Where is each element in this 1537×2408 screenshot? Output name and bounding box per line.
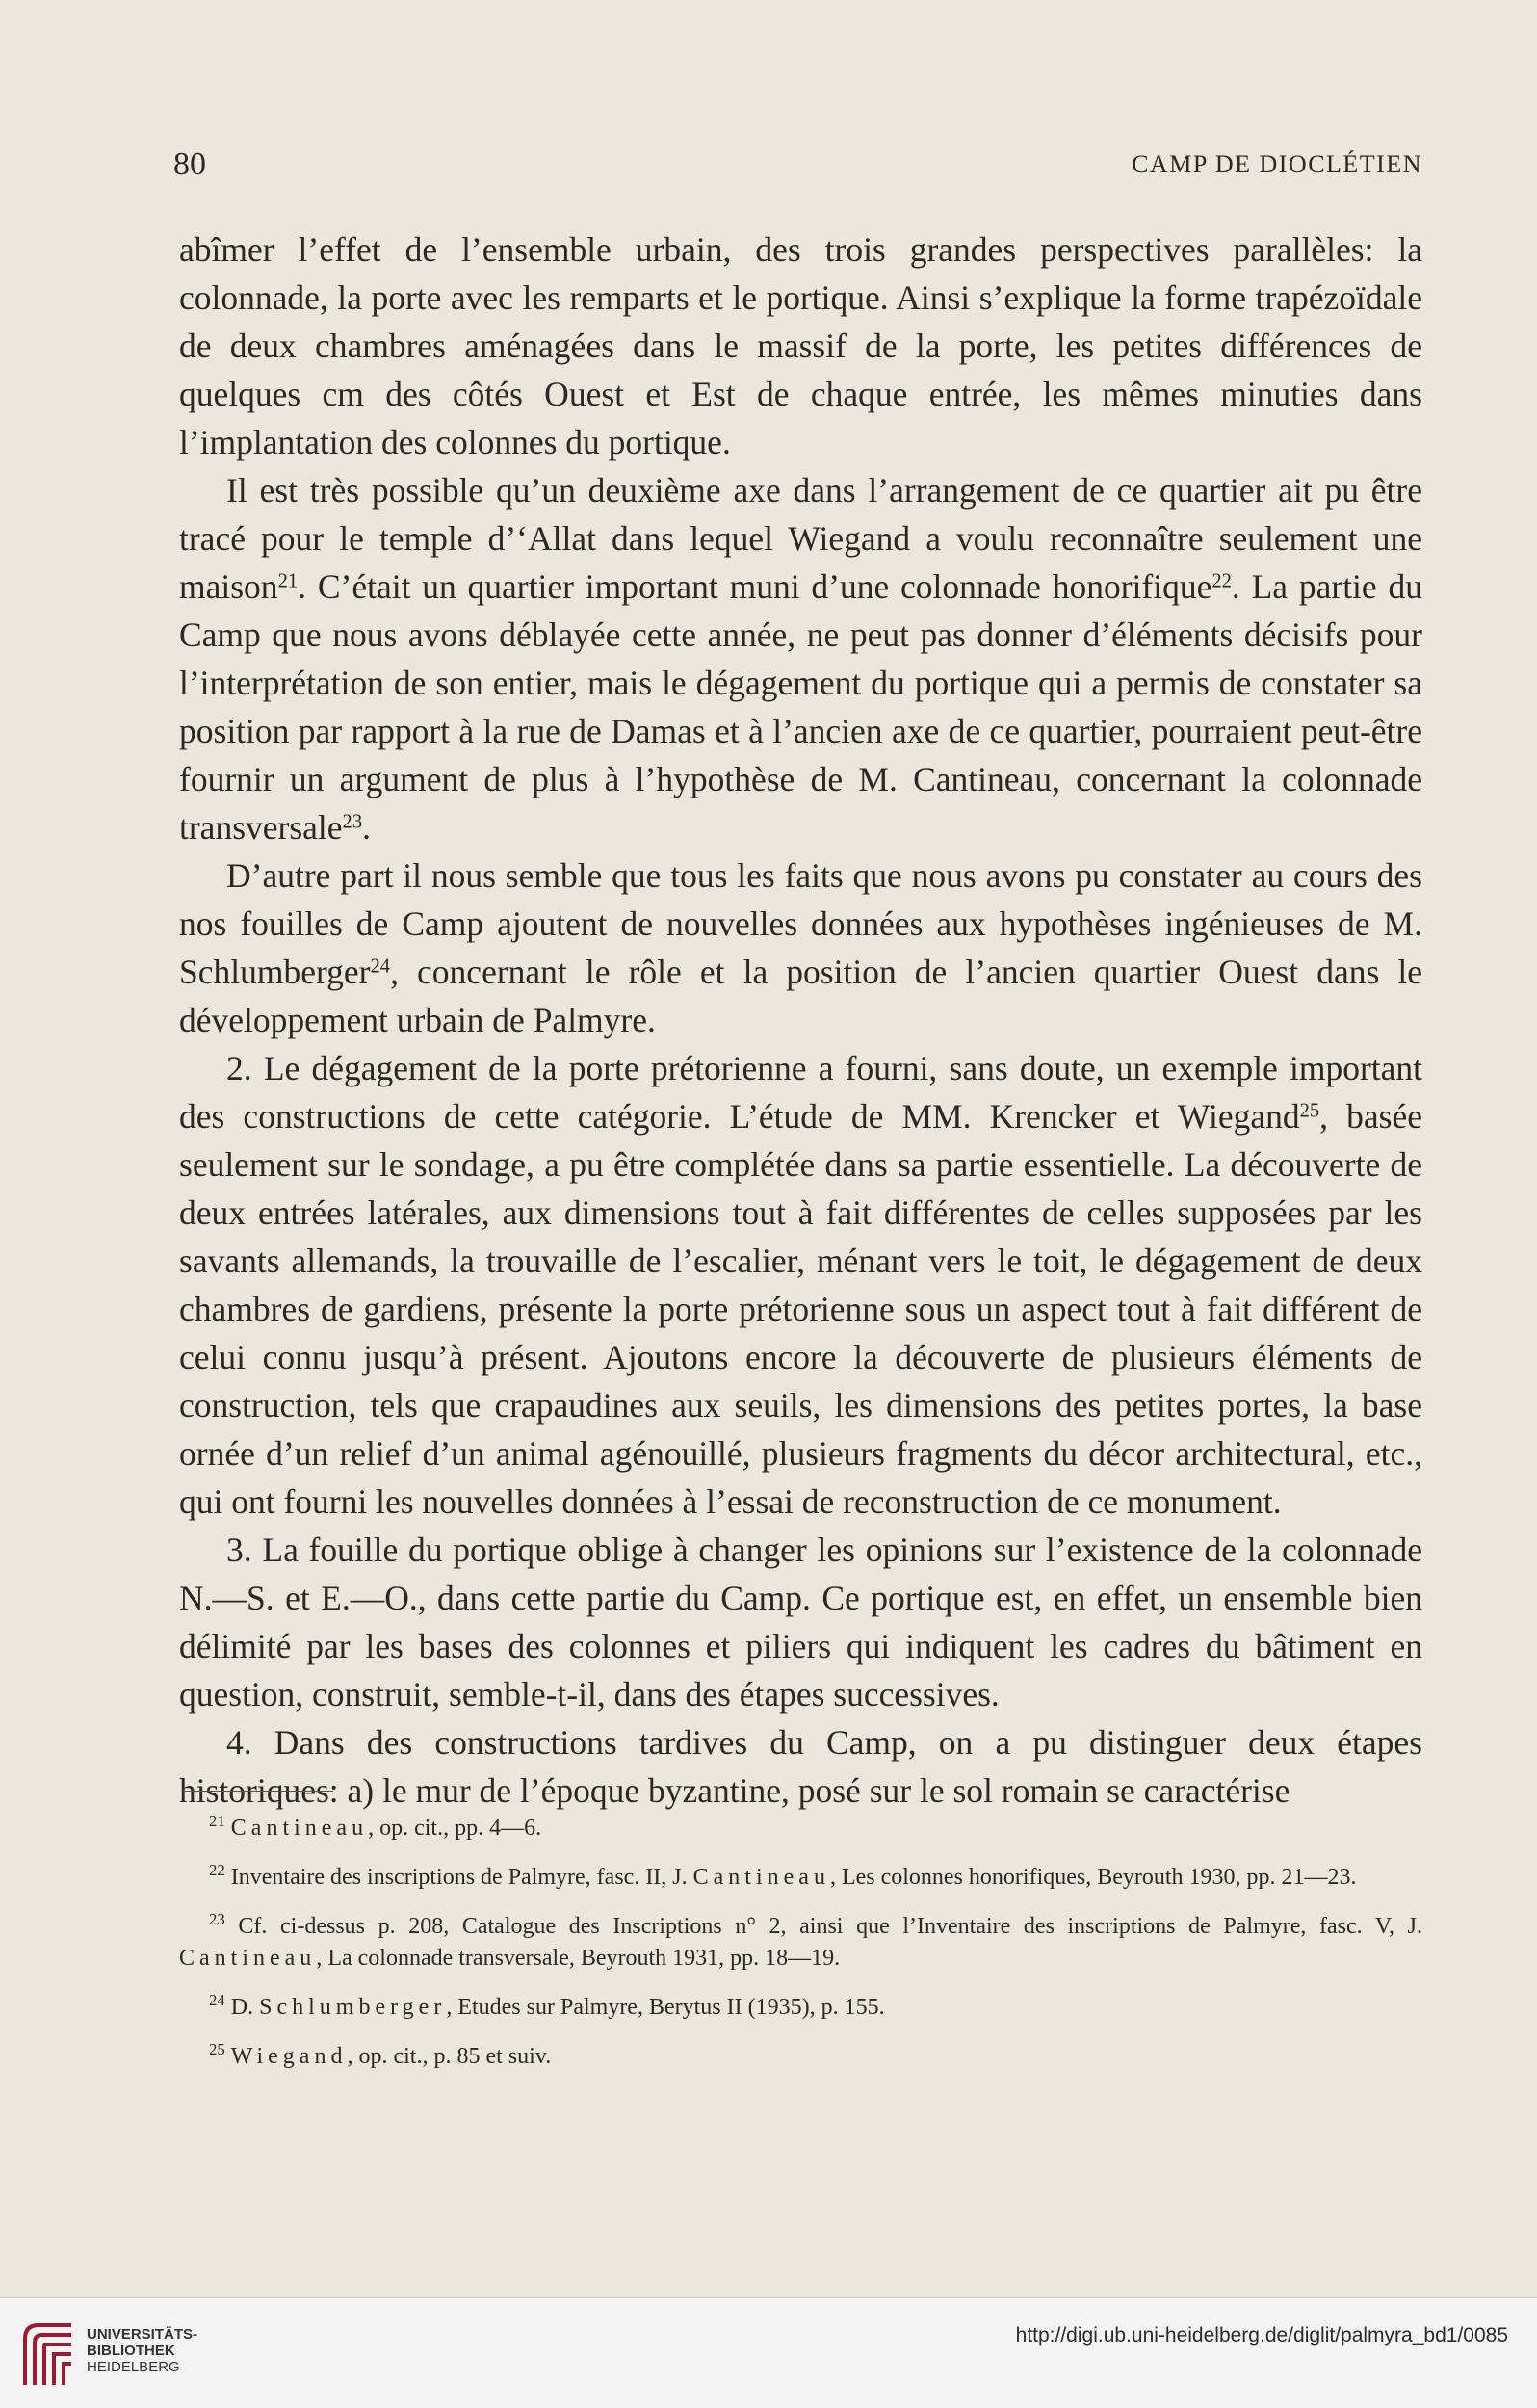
paragraph: 2. Le dégagement de la porte prétorienne a fourni, sans doute, un exemple important des constructions de cette catégorie. L’étude de MM. Krencker et Wiegand$^{25}$, basée seulement sur le sondage, a pu être complétée dans sa partie essentielle. La découverte de deux entrées latérales, aux dimensions tout à fait différentes de celles supposées par les savants allemands, la trouvaille de l’escalier, ménant vers le toit, le dégagement de deux chambres de gardiens, présente la porte prétorienne sous un aspect tout à fait différent de celui connu jusqu’à présent. Ajoutons encore la découverte de plusieurs éléments de construction, tels que crapaudines aux seuils, les dimensions des petites portes, la base ornée d’un relief d’un animal agénouillé, plusieurs fragments du décor architectural, etc., qui ont fourni les nouvelles données à l’essai de reconstruction de ce monument. bbox=[179, 1049, 1422, 1521]
footnote: $^{21}$ Cantineau, op. cit., pp. 4—6. bbox=[209, 1811, 542, 1841]
running-title: CAMP DE DIOCLÉTIEN bbox=[1132, 150, 1422, 178]
footnote-ref: 21 bbox=[277, 570, 299, 592]
footnotes bbox=[179, 1813, 1422, 2090]
footnote: $^{23}$ Cf. ci-dessus p. 208, Catalogue des Inscriptions n° 2, ainsi que l’Inventaire des inscriptions de Palmyre, fasc. V, J. Cantineau, La colonnade transversale, Beyrouth 1931, pp. 18—19. bbox=[179, 1909, 1423, 1971]
footnote-ref: 24 bbox=[370, 955, 391, 978]
paragraph: D’autre part il nous semble que tous les faits que nous avons pu constater au cours des nos fouilles de Camp ajoutent de nouvelles données aux hypothèses ingénieuses de M. Schlumberger$^{24}$, concernant le rôle et la position de l’ancien quartier Ouest dans le développement urbain de Palmyre. bbox=[179, 856, 1422, 1039]
running-head bbox=[173, 146, 1422, 185]
library-name: UNIVERSITÄTS- BIBLIOTHEK HEIDELBERG bbox=[87, 2326, 198, 2375]
body-text bbox=[179, 225, 1422, 1815]
footnote-ref: 25 bbox=[1299, 1100, 1320, 1122]
footnote: $^{22}$ Inventaire des inscriptions de Palmyre, fasc. II, J. Cantineau, Les colonnes honorifiques, Beyrouth 1930, pp. 21—23. bbox=[209, 1860, 1357, 1890]
paragraph: Il est très possible qu’un deuxième axe dans l’arrangement de ce quartier ait pu être tracé pour le temple d’‘Allat dans lequel Wiegand a voulu reconnaître seulement une maison$^{21}$. C’était un quartier important muni d’une colonnade honorifique$^{22}$. La partie du Camp que nous avons déblayée cette année, ne peut pas donner d’éléments décisifs pour l’interprétation de son entier, mais le dégagement du portique qui a permis de constater sa position par rapport à la rue de Damas et à l’ancien axe de ce quartier, pourraient peut-être fournir un argument de plus à l’hypothèse de M. Cantineau, concernant la colonnade transversale$^{23}$. bbox=[179, 471, 1422, 847]
paragraph: abîmer l’effet de l’ensemble urbain, des trois grandes perspectives parallèles: la colonnade, la porte avec les remparts et le portique. Ainsi s’explique la forme trapézoïdale de deux chambres aménagées dans le massif de la porte, les petites différences de quelques cm des côtés Ouest et Est de chaque entrée, les mêmes minuties dans l’implantation des colonnes du portique. bbox=[179, 230, 1422, 461]
footnote: $^{24}$ D. Schlumberger, Etudes sur Palmyre, Berytus II (1935), p. 155. bbox=[209, 1990, 885, 2020]
footnote-ref: 23 bbox=[342, 811, 363, 833]
footnote: $^{25}$ Wiegand, op. cit., p. 85 et suiv. bbox=[209, 2039, 552, 2069]
viewer-footer bbox=[0, 2297, 1537, 2408]
library-logo-icon bbox=[21, 2319, 75, 2389]
page-number: 80 bbox=[173, 146, 206, 182]
permalink-url[interactable]: http://digi.ub.uni-heidelberg.de/diglit/palmyra_bd1/0085 bbox=[1015, 2324, 1508, 2346]
paragraph: 3. La fouille du portique oblige à changer les opinions sur l’existence de la colonnade N.—S. et E.—O., dans cette partie du Camp. Ce portique est, en effet, un ensemble bien délimité par les bases des colonnes et piliers qui indiquent les cadres du bâtiment en question, construit, semble-t-il, dans des étapes successives. bbox=[179, 1531, 1422, 1714]
paragraph: 4. Dans des constructions tardives du Camp, on a pu distinguer deux étapes historiques: a) le mur de l’époque byzantine, posé sur le sol romain se caractérise bbox=[179, 1723, 1422, 1810]
footnote-ref: 22 bbox=[1211, 570, 1232, 592]
footnote-divider bbox=[183, 1791, 333, 1792]
